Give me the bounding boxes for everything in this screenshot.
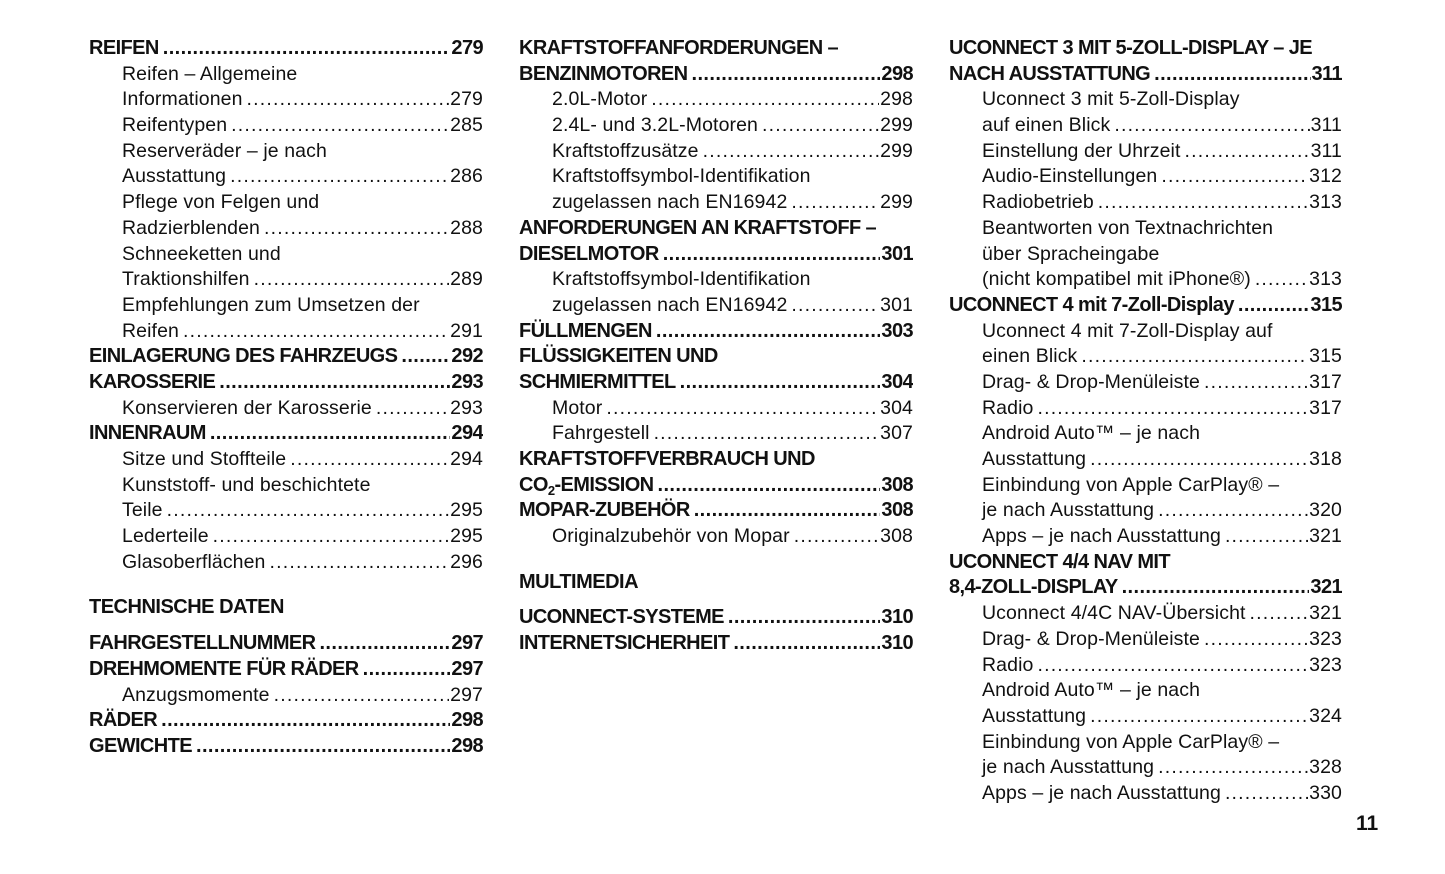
toc-subentry: [89, 62, 483, 88]
entry-title: SCHMIERMITTEL: [519, 370, 676, 393]
page-ref: 308: [881, 499, 913, 522]
dot-leader: [658, 473, 881, 499]
dot-leader: [1161, 164, 1308, 190]
entry-title: Reifentypen: [122, 114, 228, 137]
page-ref: 297: [451, 632, 483, 655]
page-ref: 298: [880, 88, 913, 111]
toc-subentry: [949, 421, 1342, 447]
page-ref: 299: [880, 114, 913, 137]
entry-title: $CO_2$-EMISSION: [519, 473, 654, 498]
toc-heading-entry[interactable]: [519, 242, 913, 268]
entry-title: einen Blick: [982, 345, 1078, 368]
dot-leader: [728, 605, 881, 631]
page-ref: 304: [881, 370, 913, 393]
page-ref: 308: [880, 525, 913, 548]
toc-subentry: [89, 139, 483, 165]
entry-title: FLÜSSIGKEITEN UND: [519, 345, 718, 368]
toc-heading-entry: [519, 36, 913, 62]
dot-leader: [1090, 447, 1308, 473]
dot-leader: [1238, 293, 1310, 319]
entry-title: Traktionshilfen: [122, 268, 250, 291]
entry-title: DIESELMOTOR: [519, 242, 659, 265]
entry-title: Ausstattung: [982, 704, 1087, 727]
toc-subentry: [949, 87, 1342, 113]
entry-title: 8,4-ZOLL-DISPLAY: [949, 576, 1118, 599]
page-ref: 323: [1309, 627, 1342, 650]
toc-subentry: [89, 473, 483, 499]
page-ref: 317: [1309, 370, 1342, 393]
entry-title: Ausstattung: [122, 165, 227, 188]
page-ref: 285: [450, 114, 483, 137]
toc-subentry: [949, 730, 1342, 756]
entry-title: RÄDER: [89, 709, 158, 732]
dot-leader: [1122, 575, 1310, 601]
dot-leader: [1090, 704, 1308, 730]
page-ref: 295: [450, 525, 483, 548]
entry-title: Drag- & Drop-Menüleiste: [982, 627, 1200, 650]
toc-subentry[interactable]: [519, 421, 913, 447]
dot-leader: [319, 631, 450, 657]
dot-leader: [733, 631, 880, 657]
entry-title: Empfehlungen zum Umsetzen der: [122, 293, 420, 316]
entry-title: Android Auto™ – je nach: [982, 422, 1201, 445]
dot-leader: [163, 36, 451, 62]
entry-title: Android Auto™ – je nach: [982, 679, 1201, 702]
toc-subentry[interactable]: [89, 164, 483, 190]
toc-subentry[interactable]: [949, 781, 1342, 807]
toc-subentry[interactable]: [89, 550, 483, 576]
dot-leader: [703, 139, 880, 165]
dot-leader: [1158, 498, 1308, 524]
dot-leader: [791, 293, 879, 319]
page-ref: 323: [1309, 653, 1342, 676]
toc-entries: [519, 36, 913, 550]
toc-subentry[interactable]: [949, 755, 1342, 781]
dot-leader: [1225, 781, 1308, 807]
entry-title: Lederteile: [122, 525, 209, 548]
entry-title: REIFEN: [89, 37, 159, 59]
page-number: 11: [1356, 812, 1379, 835]
entry-title: Kraftstoffzusätze: [552, 139, 699, 162]
toc-subentry[interactable]: [89, 319, 483, 345]
toc-heading-entry[interactable]: [519, 370, 913, 396]
dot-leader: [247, 87, 450, 113]
entry-title: Reserveräder – je nach: [122, 139, 327, 162]
toc-heading-entry[interactable]: [949, 575, 1342, 601]
dot-leader: [692, 62, 881, 88]
dot-leader: [1037, 396, 1308, 422]
dot-leader: [1250, 601, 1309, 627]
dot-leader: [231, 113, 449, 139]
toc-subentry[interactable]: [519, 113, 913, 139]
entry-title: Radzierblenden: [122, 216, 260, 239]
dot-leader: [254, 267, 450, 293]
entry-title: Originalzubehör von Mopar: [552, 525, 790, 548]
toc-heading-entry: [519, 216, 913, 242]
page-ref: 313: [1309, 191, 1342, 214]
entry-title: Radio: [982, 396, 1034, 419]
page-ref: 313: [1309, 268, 1342, 291]
page-ref: 279: [451, 37, 483, 59]
entry-title: Konservieren der Karosserie: [122, 396, 372, 419]
toc-subentry[interactable]: [89, 113, 483, 139]
entry-title: Pflege von Felgen und: [122, 191, 320, 214]
entry-title: INTERNETSICHERHEIT: [519, 632, 730, 655]
toc-subentry[interactable]: [519, 524, 913, 550]
entry-title: über Spracheingabe: [982, 242, 1160, 265]
toc-subentry[interactable]: [519, 293, 913, 319]
entry-title: Ausstattung: [982, 448, 1087, 470]
toc-subentry[interactable]: [519, 190, 913, 216]
entry-title: zugelassen nach EN16942: [552, 293, 788, 316]
page-ref: 310: [881, 606, 913, 629]
page-ref: 311: [1310, 114, 1342, 137]
entry-title: NACH AUSSTATTUNG: [949, 62, 1151, 85]
toc-heading-entry: [949, 550, 1342, 576]
toc-subentry: [89, 293, 483, 319]
dot-leader: [1204, 370, 1308, 396]
toc-heading-entry[interactable]: [949, 293, 1342, 319]
toc-heading-entry[interactable]: [89, 344, 483, 370]
toc-subentry[interactable]: [949, 344, 1342, 370]
toc-subentry[interactable]: [949, 704, 1342, 730]
toc-subentry[interactable]: [949, 601, 1342, 627]
dot-leader: [794, 524, 879, 550]
toc-heading-entry[interactable]: [89, 36, 483, 62]
dot-leader: [401, 344, 450, 370]
toc-subentry[interactable]: [89, 498, 483, 524]
toc-entries: [89, 36, 483, 575]
dot-leader: [1184, 139, 1309, 165]
dot-leader: [376, 396, 449, 422]
dot-leader: [196, 734, 450, 760]
dot-leader: [663, 242, 881, 268]
toc-subentry[interactable]: [89, 396, 483, 422]
page-ref: 304: [880, 396, 913, 419]
page-ref: 307: [880, 422, 913, 445]
entry-title: KRAFTSTOFFANFORDERUNGEN –: [519, 37, 839, 59]
entry-title: Apps – je nach Ausstattung: [982, 781, 1221, 804]
toc-subentry: [519, 267, 913, 293]
toc-subentry[interactable]: [89, 447, 483, 473]
toc-subentry[interactable]: [89, 87, 483, 113]
entry-title: Einstellung der Uhrzeit: [982, 139, 1181, 162]
dot-leader: [161, 708, 450, 734]
page-ref: 312: [1309, 165, 1342, 188]
toc-heading-entry[interactable]: [519, 473, 913, 499]
toc-subentry[interactable]: [949, 627, 1342, 653]
dot-leader: [1204, 627, 1308, 653]
page-ref: 293: [450, 396, 483, 419]
dot-leader: [762, 113, 879, 139]
dot-leader: [680, 370, 881, 396]
entry-title: DREHMOMENTE FÜR RÄDER: [89, 657, 359, 680]
toc-subentry[interactable]: [949, 447, 1342, 473]
entry-title: Kunststoff- und beschichtete: [122, 473, 371, 496]
section-title-technische-daten: TECHNISCHE DATEN: [89, 596, 284, 619]
entry-title: ANFORDERUNGEN AN KRAFTSTOFF –: [519, 216, 877, 239]
entry-title: Uconnect 3 mit 5-Zoll-Display: [982, 88, 1240, 111]
page-ref: 330: [1309, 781, 1342, 804]
section-title-multimedia: MULTIMEDIA: [519, 570, 639, 593]
entry-title: UCONNECT 4/4 NAV MIT: [949, 550, 1170, 573]
entry-title: KAROSSERIE: [89, 370, 216, 393]
page-ref: 310: [881, 632, 913, 655]
toc-subentry[interactable]: [519, 139, 913, 165]
toc-subentry: [949, 473, 1342, 499]
page-ref: 321: [1309, 602, 1342, 625]
page-ref: 294: [451, 422, 483, 445]
toc-heading-entry: [519, 447, 913, 473]
toc-subentry[interactable]: [519, 396, 913, 422]
page-ref: 301: [881, 242, 913, 265]
page-ref: 299: [880, 191, 913, 214]
page-ref: 320: [1309, 499, 1342, 522]
entry-title: Anzugsmomente: [122, 683, 270, 706]
toc-entries: [519, 605, 913, 656]
dot-leader: [264, 216, 449, 242]
entry-title: auf einen Blick: [982, 114, 1111, 137]
toc-subentry: [519, 164, 913, 190]
page-ref: 294: [450, 448, 483, 470]
page-ref: 289: [450, 268, 483, 291]
dot-leader: [219, 370, 450, 396]
dot-leader: [606, 396, 879, 422]
entry-title: BENZINMOTOREN: [519, 62, 688, 85]
dot-leader: [1158, 755, 1308, 781]
toc-entries: [89, 631, 483, 759]
entry-title: Schneeketten und: [122, 242, 281, 265]
toc-subentry[interactable]: [949, 396, 1342, 422]
dot-leader: [213, 524, 450, 550]
page-ref: 288: [450, 216, 483, 239]
entry-title: FAHRGESTELLNUMMER: [89, 632, 316, 655]
page-ref: 286: [450, 165, 483, 188]
entry-title: Einbindung von Apple CarPlay® –: [982, 730, 1280, 753]
toc-heading-entry[interactable]: [519, 319, 913, 345]
toc-heading-entry[interactable]: [89, 421, 483, 447]
dot-leader: [274, 683, 450, 709]
entry-title: Apps – je nach Ausstattung: [982, 525, 1221, 548]
page-ref: 318: [1309, 448, 1342, 470]
page-ref: 295: [450, 499, 483, 522]
page-ref: 321: [1310, 576, 1342, 599]
toc-subentry[interactable]: [949, 267, 1342, 293]
entry-title: Sitze und Stoffteile: [122, 448, 287, 470]
entry-title: Beantworten von Textnachrichten: [982, 216, 1274, 239]
toc-subentry: [949, 216, 1342, 242]
toc-subentry: [949, 319, 1342, 345]
page-ref: 311: [1310, 139, 1342, 162]
toc-column-2: [519, 36, 913, 657]
dot-leader: [654, 421, 880, 447]
entry-title: Einbindung von Apple CarPlay® –: [982, 473, 1280, 496]
dot-leader: [651, 87, 879, 113]
entry-title: Radiobetrieb: [982, 191, 1094, 214]
entry-title: Kraftstoffsymbol-Identifikation: [552, 165, 811, 188]
entry-title: Kraftstoffsymbol-Identifikation: [552, 268, 811, 291]
entry-title: Glasoberflächen: [122, 550, 266, 573]
entry-title: GEWICHTE: [89, 734, 192, 757]
page-ref: 317: [1309, 396, 1342, 419]
toc-heading-entry[interactable]: [89, 708, 483, 734]
toc-heading-entry[interactable]: [89, 734, 483, 760]
toc-heading-entry[interactable]: [949, 62, 1342, 88]
page-ref: 296: [450, 550, 483, 573]
page-ref: 293: [451, 370, 483, 393]
toc-subentry[interactable]: [89, 216, 483, 242]
dot-leader: [167, 498, 450, 524]
entry-title: Motor: [552, 396, 603, 419]
entry-title: UCONNECT 4 mit 7-Zoll-Display: [949, 293, 1234, 316]
toc-heading-entry[interactable]: [519, 62, 913, 88]
toc-heading-entry: [519, 344, 913, 370]
entry-title: Reifen – Allgemeine: [122, 62, 298, 85]
dot-leader: [1114, 113, 1309, 139]
dot-leader: [791, 190, 879, 216]
page-ref: 297: [450, 683, 483, 706]
dot-leader: [694, 498, 881, 524]
toc-subentry[interactable]: [949, 524, 1342, 550]
dot-leader: [1225, 524, 1308, 550]
dot-leader: [183, 319, 449, 345]
dot-leader: [210, 421, 451, 447]
entry-title: (nicht kompatibel mit iPhone®): [982, 268, 1251, 291]
toc-heading-entry[interactable]: [519, 605, 913, 631]
toc-subentry[interactable]: [949, 190, 1342, 216]
toc-subentry[interactable]: [949, 139, 1342, 165]
entry-title: Drag- & Drop-Menüleiste: [982, 370, 1200, 393]
entry-title: Fahrgestell: [552, 422, 650, 445]
entry-title: Uconnect 4 mit 7-Zoll-Display auf: [982, 319, 1273, 342]
page-ref: 311: [1311, 62, 1342, 85]
entry-title: FÜLLMENGEN: [519, 319, 652, 342]
entry-title: Informationen: [122, 88, 243, 111]
toc-heading-entry[interactable]: [519, 498, 913, 524]
page-ref: 308: [881, 473, 913, 496]
dot-leader: [1154, 62, 1310, 88]
toc-column-3: [949, 36, 1342, 807]
dot-leader: [363, 657, 451, 683]
toc-subentry[interactable]: [89, 267, 483, 293]
page-ref: 291: [450, 319, 483, 342]
page-ref: 328: [1309, 756, 1342, 779]
entry-title: INNENRAUM: [89, 422, 206, 445]
dot-leader: [230, 164, 449, 190]
toc-heading-entry[interactable]: [89, 657, 483, 683]
toc-subentry: [89, 190, 483, 216]
entry-title: UCONNECT-SYSTEME: [519, 606, 724, 629]
page-ref: 297: [451, 657, 483, 680]
entry-title: Radio: [982, 653, 1034, 676]
entry-title: KRAFTSTOFFVERBRAUCH UND: [519, 448, 815, 470]
page-ref: 315: [1309, 345, 1342, 368]
entry-title: 2.0L-Motor: [552, 88, 648, 111]
entry-title: je nach Ausstattung: [982, 756, 1155, 779]
entry-title: 2.4L- und 3.2L-Motoren: [552, 114, 758, 137]
dot-leader: [1255, 267, 1308, 293]
toc-subentry[interactable]: [89, 683, 483, 709]
page-ref: 299: [880, 139, 913, 162]
page-ref: 292: [451, 345, 483, 368]
toc-subentry: [949, 678, 1342, 704]
dot-leader: [656, 319, 881, 345]
page-ref: 321: [1309, 525, 1342, 548]
entry-title: Teile: [122, 499, 163, 522]
dot-leader: [1098, 190, 1308, 216]
dot-leader: [1081, 344, 1308, 370]
entry-title: Reifen: [122, 319, 179, 342]
dot-leader: [270, 550, 450, 576]
page-ref: 298: [451, 709, 483, 732]
toc-heading-entry[interactable]: [89, 631, 483, 657]
dot-leader: [1037, 653, 1308, 679]
toc-subentry[interactable]: [89, 524, 483, 550]
entry-title: MOPAR-ZUBEHÖR: [519, 499, 690, 522]
toc-subentry: [949, 242, 1342, 268]
toc-subentry[interactable]: [949, 370, 1342, 396]
toc-entries: [949, 36, 1342, 807]
page-ref: 298: [881, 62, 913, 85]
page-ref: 298: [451, 734, 483, 757]
toc-subentry: [89, 242, 483, 268]
page-ref: 303: [881, 319, 913, 342]
entry-title: EINLAGERUNG DES FAHRZEUGS: [89, 345, 398, 368]
toc-subentry[interactable]: [949, 653, 1342, 679]
page-ref: 324: [1309, 704, 1342, 727]
toc-heading-entry[interactable]: [519, 631, 913, 657]
page-ref: 315: [1310, 293, 1342, 316]
page-ref: 301: [880, 293, 913, 316]
toc-heading-entry: [949, 36, 1342, 62]
toc-subentry[interactable]: [949, 498, 1342, 524]
toc-subentry[interactable]: [519, 87, 913, 113]
dot-leader: [290, 447, 449, 473]
entry-title: je nach Ausstattung: [982, 499, 1155, 522]
toc-subentry[interactable]: [949, 113, 1342, 139]
toc-subentry[interactable]: [949, 164, 1342, 190]
entry-title: Uconnect 4/4C NAV-Übersicht: [982, 602, 1246, 625]
entry-title: Audio-Einstellungen: [982, 165, 1158, 188]
page-ref: 279: [450, 88, 483, 111]
entry-title: zugelassen nach EN16942: [552, 191, 788, 214]
entry-title: UCONNECT 3 MIT 5-ZOLL-DISPLAY – JE: [949, 37, 1312, 59]
toc-heading-entry[interactable]: [89, 370, 483, 396]
toc-column-1: [89, 36, 483, 760]
